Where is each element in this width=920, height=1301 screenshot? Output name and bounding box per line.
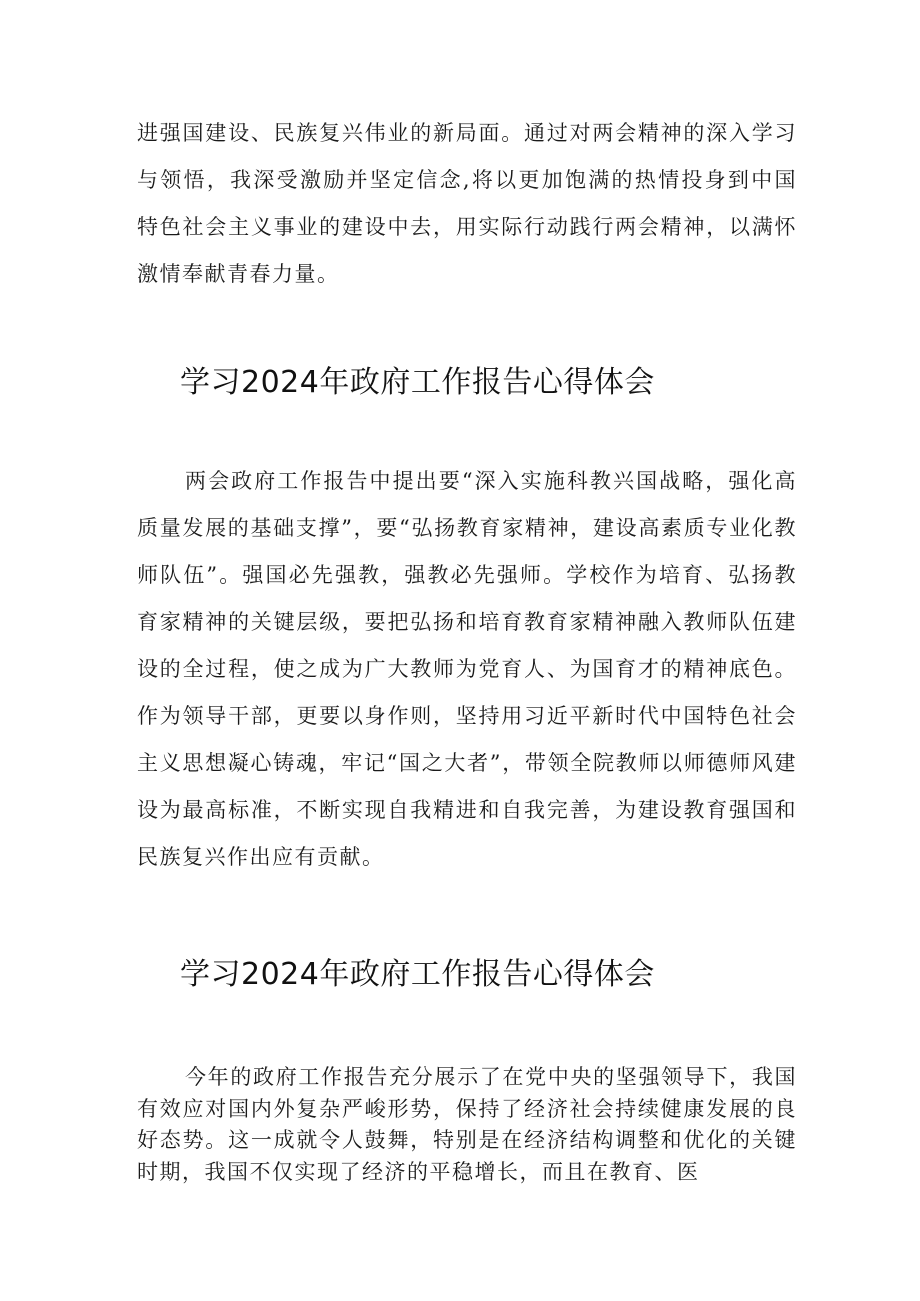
paragraph-economic-development: 今年的政府工作报告充分展示了在党中央的坚强领导下，我国有效应对国内外复杂严峻形势，保持了经济社会持续健康发展的良好态势。这一成就令人鼓舞，特别是在经济结构调整和优化的关键时期，我国不仅实现了经济的平稳增长，而且在教育、医	[137, 1065, 797, 1184]
section-heading-1: 学习2024年政府工作报告心得体会	[180, 365, 655, 400]
section-heading-2: 学习2024年政府工作报告心得体会	[180, 957, 655, 992]
paragraph-continuation: 进强国建设、民族复兴伟业的新局面。通过对两会精神的深入学习与领悟，我深受激励并坚定信念,将以更加饱满的热情投身到中国特色社会主义事业的建设中去，用实际行动践行两会精神，以满怀激情奉献青春力量。	[137, 121, 797, 286]
paragraph-teacher-spirit: 两会政府工作报告中提出要“深入实施科教兴国战略，强化高质量发展的基础支撑”，要“弘扬教育家精神，建设高素质专业化教师队伍”。强国必先强教，强教必先强师。学校作为培育、弘扬教育家精神的关键层级，要把弘扬和培育教育家精神融入教师队伍建设的全过程，使之成为广大教师为党育人、为国育才的精神底色。作为领导干部，更要以身作则，坚持用习近平新时代中国特色社会主义思想凝心铸魂，牢记“国之大者”，带领全院教师以师德师风建设为最高标准，不断实现自我精进和自我完善，为建设教育强国和民族复兴作出应有贡献。	[137, 469, 797, 869]
